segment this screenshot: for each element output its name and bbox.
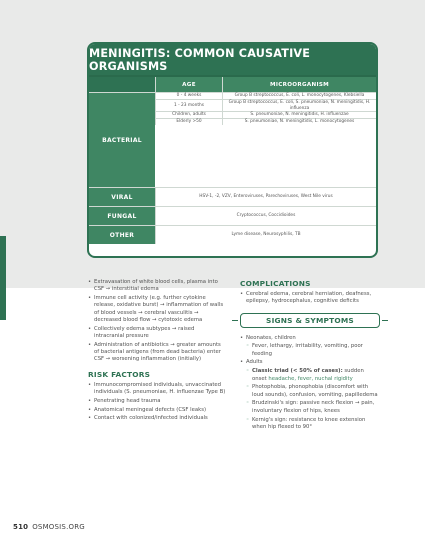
fungal-row: [89, 206, 376, 225]
fungal-organisms: Cryptococcus, Coccidioides: [155, 207, 376, 225]
table-row: [155, 111, 376, 118]
footer-site: OSMOSIS.ORG: [32, 523, 85, 531]
right-column: [240, 279, 380, 433]
organisms-table-card: [87, 42, 378, 258]
left-column: [88, 279, 226, 424]
side-chapter-tab: [0, 236, 6, 320]
sub-list-item-classic-triad: [240, 368, 380, 383]
classic-triad-text: sudden onset: [252, 368, 364, 382]
list-item: • Neonates, children: [240, 335, 380, 342]
list-item: • Immunocompromised individuals, unvaccinated individuals (S. pneumoniae, H. influenzae Type B): [88, 382, 226, 397]
table-header-row: [89, 77, 376, 92]
organism-cell: S. pneumoniae, N. meningitidis, H. influenzae: [222, 112, 376, 118]
age-cell: Elderly >50: [155, 119, 222, 125]
age-cell: 0 - 4 weeks: [155, 93, 222, 99]
viral-label: VIRAL: [89, 188, 155, 206]
list-item: • Extravasation of white blood cells, plasma into CSF → interstitial edema: [88, 279, 226, 294]
header-microorganism: MICROORGANISM: [222, 77, 376, 92]
other-label: OTHER: [89, 226, 155, 244]
list-item: • Adults: [240, 359, 380, 366]
sub-list-item: ◦ Photophobia, phonophobia (discomfort with loud sounds), confusion, vomiting, papilledema: [240, 384, 380, 399]
table-row: [155, 118, 376, 125]
table-title: MENINGITIS: COMMON CAUSATIVE ORGANISMS: [89, 44, 376, 77]
risk-factors-heading: RISK FACTORS: [88, 369, 151, 379]
other-organisms: Lyme disease, Neurosyphilis, TB: [155, 226, 376, 244]
table-row: [155, 99, 376, 112]
classic-triad-label: Classic triad (< 50% of cases):: [252, 368, 343, 375]
header-age: AGE: [155, 77, 222, 92]
age-cell: Children, adults: [155, 112, 222, 118]
list-item: • Contact with colonized/infected individuals: [88, 415, 226, 422]
header-blank-cell: [89, 77, 155, 92]
bacterial-block: [89, 92, 376, 187]
complications-heading: COMPLICATIONS: [240, 279, 311, 288]
sub-list-item: ◦ Kernig's sign: resistance to knee extension when hip flexed to 90°: [240, 417, 380, 432]
list-item: • Penetrating head trauma: [88, 398, 226, 405]
organism-cell: Group B streptococcus, E. coli, S. pneumoniae, N. meningitidis, H. influenza: [222, 100, 376, 112]
list-item: • Immune cell activity (e.g. further cytokine release, oxidative burst) → inflammation of walls of blood vessels → cerebral vasculitis → decreased blood flow → cytotoxic edema: [88, 295, 226, 324]
sub-list-item: ◦ Brudzinski's sign: passive neck flexion → pain, involuntary flexion of hips, knees: [240, 400, 380, 415]
viral-organisms: HSV-1, -2, VZV, Enteroviruses, Parechoviruses, West Nile virus: [155, 188, 376, 206]
classic-triad-symptoms: headache, fever, nuchal rigidity: [268, 375, 353, 382]
organisms-table: [89, 77, 376, 244]
list-item: • Administration of antibiotics → greater amounts of bacterial antigens (from dead bacteria) enter CSF → worsening inflammation (initially): [88, 342, 226, 364]
list-item: • Cerebral edema, cerebral herniation, deafness, epilepsy, hydrocephalus, cognitive deficits: [240, 291, 380, 306]
other-row: [89, 225, 376, 244]
organism-cell: S. pneumoniae, N. meningitidis, L. monocytogenes: [222, 119, 376, 125]
age-cell: 1 - 23 months: [155, 100, 222, 112]
viral-row: [89, 187, 376, 206]
organism-cell: Group B streptococcus, E. coli, L. monocytogenes, Klebsiella: [222, 93, 376, 99]
bacterial-rows: [155, 93, 376, 187]
bacterial-label: BACTERIAL: [89, 93, 155, 187]
page-footer: [13, 523, 85, 531]
fungal-label: FUNGAL: [89, 207, 155, 225]
sub-list-item: ◦ Fever, lethargy, irritability, vomiting, poor feeding: [240, 343, 380, 358]
list-item: • Anatomical meningeal defects (CSF leaks): [88, 407, 226, 414]
signs-symptoms-heading: SIGNS & SYMPTOMS: [240, 313, 380, 328]
page-number: 510: [13, 523, 29, 531]
list-item: • Collectively edema subtypes → raised intracranial pressure: [88, 326, 226, 341]
